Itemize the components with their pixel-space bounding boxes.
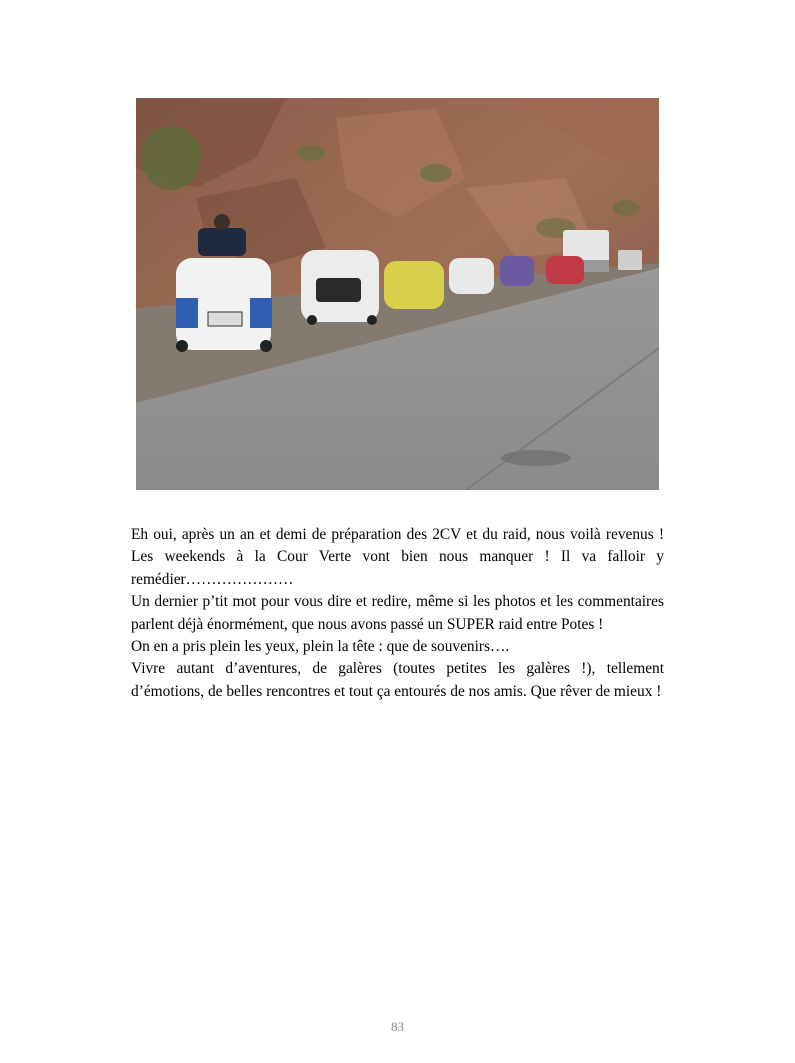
paragraph: Eh oui, après un an et demi de préparation des 2CV et du raid, nous voilà revenus ! Les weekends à la Cour Verte vont bien nous manquer ! Il va falloir y remédier………………… xyxy=(131,526,664,588)
paragraph: Un dernier p’tit mot pour vous dire et redire, même si les photos et les commentaires parlent déjà énormément, que nous avons passé un SUPER raid entre Potes ! xyxy=(131,593,664,633)
paragraph: Vivre autant d’aventures, de galères (toutes petites les galères !), tellement d’émotions, de belles rencontres et tout ça entourés de nos amis. Que rêver de mieux ! xyxy=(131,660,664,700)
body-text xyxy=(131,524,664,703)
page-number: 83 xyxy=(391,1019,404,1034)
photo-2cv-convoy xyxy=(136,98,659,490)
paragraph: On en a pris plein les yeux, plein la tête : que de souvenirs…. xyxy=(131,638,510,656)
